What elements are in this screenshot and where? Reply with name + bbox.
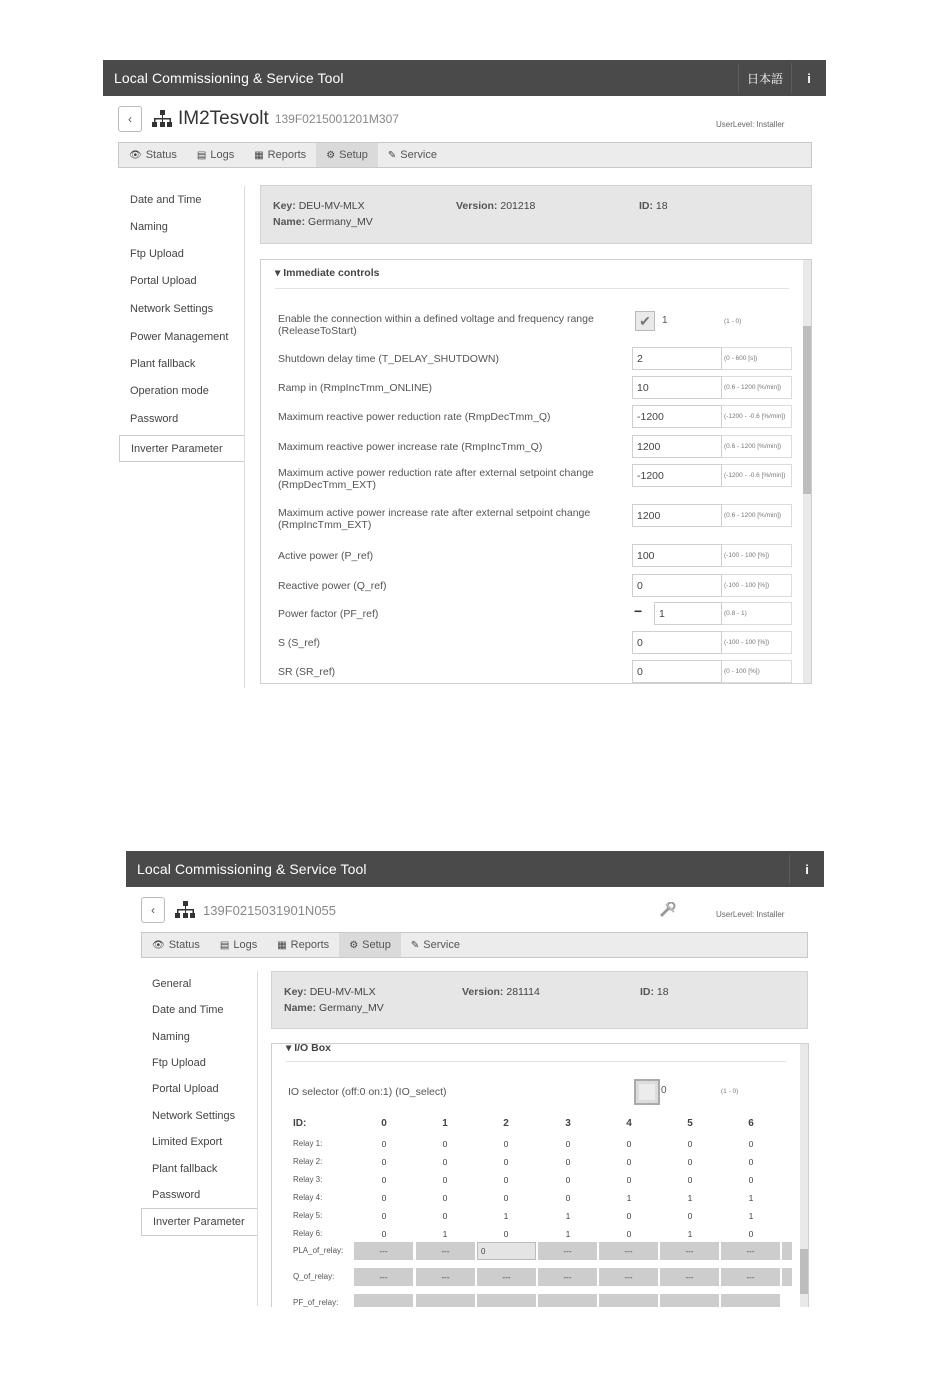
tab-label: Service bbox=[400, 149, 437, 161]
param-range: (-1200 - -0.6 [%/min]) bbox=[722, 405, 792, 428]
overflow-cell[interactable] bbox=[782, 1242, 792, 1260]
relay-cell: 1 bbox=[748, 1193, 754, 1203]
setup-side-menu bbox=[119, 186, 245, 688]
eye-icon: 👁 bbox=[152, 939, 165, 951]
tab-label: Setup bbox=[362, 939, 391, 951]
param-range: (0 - 600 [s]) bbox=[722, 347, 792, 370]
section-title[interactable]: ▾ I/O Box bbox=[286, 1043, 331, 1054]
menu-item-portal-upload[interactable]: Portal Upload bbox=[130, 275, 197, 287]
menu-item-inverter-parameter[interactable]: Inverter Parameter bbox=[141, 1208, 257, 1236]
tab-reports[interactable] bbox=[244, 143, 316, 167]
tab-label: Reports bbox=[290, 939, 330, 951]
info-button[interactable]: i bbox=[791, 63, 826, 93]
tab-logs[interactable] bbox=[210, 933, 267, 957]
relay-cell: 0 bbox=[442, 1175, 448, 1185]
id-value: 18 bbox=[655, 200, 668, 212]
sign-toggle[interactable]: − bbox=[634, 603, 643, 619]
param-input[interactable]: 1200 bbox=[632, 504, 722, 527]
tab-setup[interactable] bbox=[339, 933, 401, 957]
pf-cell[interactable] bbox=[477, 1294, 536, 1307]
tab-service[interactable] bbox=[401, 933, 470, 957]
device-header bbox=[118, 106, 399, 132]
param-range: (0.6 - 1200 [%/min]) bbox=[722, 376, 792, 399]
relay-cell: 0 bbox=[748, 1229, 754, 1239]
app-title: Local Commissioning & Service Tool bbox=[114, 70, 344, 86]
app-title: Local Commissioning & Service Tool bbox=[137, 861, 367, 877]
relay-row-label: Relay 1: bbox=[293, 1139, 323, 1148]
relay-cell: 0 bbox=[381, 1157, 387, 1167]
relay-cell: 0 bbox=[442, 1193, 448, 1203]
param-input[interactable]: -1200 bbox=[632, 405, 722, 428]
id-column-header: 5 bbox=[687, 1118, 693, 1129]
relay-cell: 0 bbox=[381, 1139, 387, 1149]
version-label: Version: bbox=[462, 986, 504, 998]
relay-cell: 0 bbox=[748, 1139, 754, 1149]
app-header bbox=[103, 60, 826, 96]
user-level: UserLevel: Installer bbox=[716, 910, 785, 919]
menu-item-inverter-parameter[interactable]: Inverter Parameter bbox=[119, 435, 244, 462]
param-range: (-100 - 100 [%]) bbox=[722, 574, 792, 597]
q-cell[interactable]: --- bbox=[721, 1268, 780, 1286]
pla-row-label: PLA_of_relay: bbox=[293, 1246, 344, 1255]
menu-item-portal-upload[interactable]: Portal Upload bbox=[152, 1083, 219, 1095]
parameter-set-info bbox=[260, 185, 812, 244]
name-label: Name: bbox=[273, 216, 306, 228]
pla-cell[interactable]: --- bbox=[416, 1242, 475, 1260]
device-name: IM2Tesvolt bbox=[178, 108, 269, 129]
document-icon: ▦ bbox=[277, 939, 287, 951]
id-column-header: 2 bbox=[503, 1118, 509, 1129]
param-range: (0.8 - 1) bbox=[722, 602, 792, 625]
immediate-controls-panel bbox=[260, 259, 812, 684]
param-input[interactable]: 0 bbox=[632, 631, 722, 654]
relay-cell: 0 bbox=[687, 1139, 693, 1149]
io-selector-label: IO selector (off:0 on:1) (IO_select) bbox=[288, 1086, 447, 1098]
relay-row-label: Relay 6: bbox=[293, 1229, 323, 1238]
version-value: 281114 bbox=[506, 986, 540, 998]
network-icon bbox=[152, 110, 172, 128]
tab-label: Reports bbox=[267, 149, 307, 161]
relay-cell: 0 bbox=[381, 1211, 387, 1221]
name-label: Name: bbox=[284, 1002, 317, 1014]
param-value: 1 bbox=[662, 315, 668, 326]
param-range: (0.6 - 1200 [%/min]) bbox=[722, 504, 792, 527]
name-value: Germany_MV bbox=[319, 1002, 384, 1014]
tab-label: Service bbox=[423, 939, 460, 951]
q-cell[interactable]: --- bbox=[599, 1268, 658, 1286]
relay-cell: 0 bbox=[381, 1175, 387, 1185]
param-label: Reactive power (Q_ref) bbox=[278, 580, 387, 592]
user-level: UserLevel: Installer bbox=[716, 120, 785, 129]
divider bbox=[275, 288, 789, 289]
tab-service[interactable] bbox=[378, 143, 447, 167]
relay-cell: 0 bbox=[381, 1193, 387, 1203]
key-label: Key: bbox=[273, 200, 296, 212]
gears-icon: ⚙ bbox=[349, 939, 359, 951]
param-input[interactable]: 1 bbox=[654, 602, 722, 625]
relay-cell: 0 bbox=[381, 1229, 387, 1239]
relay-cell: 0 bbox=[626, 1211, 632, 1221]
relay-cell: 0 bbox=[687, 1157, 693, 1167]
pla-cell[interactable]: --- bbox=[721, 1242, 780, 1260]
param-input[interactable]: 100 bbox=[632, 544, 722, 567]
device-serial: 139F0215031901N055 bbox=[203, 902, 337, 918]
relay-cell: 1 bbox=[565, 1229, 571, 1239]
param-range: (0 - 100 [%]) bbox=[722, 660, 792, 683]
parameter-set-info bbox=[271, 971, 808, 1029]
relay-cell: 0 bbox=[687, 1211, 693, 1221]
menu-item-ftp-upload[interactable]: Ftp Upload bbox=[130, 247, 184, 260]
pla-cell[interactable]: --- bbox=[599, 1242, 658, 1260]
section-title[interactable]: ▾ Immediate controls bbox=[275, 267, 380, 279]
relay-cell: 1 bbox=[565, 1211, 571, 1221]
device-serial: 139F0215001201M307 bbox=[274, 112, 399, 126]
param-label: Maximum active power reduction rate after external setpoint change (RmpDecTmm_EXT) bbox=[278, 467, 594, 491]
relay-cell: 0 bbox=[565, 1139, 571, 1149]
network-icon bbox=[175, 901, 195, 919]
menu-item-general[interactable]: General bbox=[152, 978, 192, 990]
param-input[interactable]: 0 bbox=[632, 660, 722, 683]
id-header: ID: bbox=[293, 1118, 307, 1129]
key-value: DEU-MV-MLX bbox=[298, 200, 365, 212]
pf-cell[interactable] bbox=[721, 1294, 780, 1307]
menu-item-naming[interactable]: Naming bbox=[152, 1030, 190, 1043]
relay-cell: 1 bbox=[626, 1193, 632, 1203]
pf-cell[interactable] bbox=[354, 1294, 413, 1307]
tab-logs[interactable] bbox=[187, 143, 244, 167]
q-cell[interactable]: --- bbox=[477, 1268, 536, 1286]
key-label: Key: bbox=[284, 986, 307, 998]
param-label: Ramp in (RmpIncTmm_ONLINE) bbox=[278, 382, 433, 394]
scrollbar[interactable] bbox=[803, 260, 811, 683]
relay-row-label: Relay 4: bbox=[293, 1193, 323, 1202]
scrollbar[interactable] bbox=[800, 1044, 808, 1307]
io-selector-value: 0 bbox=[661, 1085, 667, 1096]
menu-item-date-and-time[interactable]: Date and Time bbox=[152, 1004, 224, 1016]
param-range: (-1200 - -0.6 [%/min]) bbox=[722, 464, 792, 487]
pf-cell[interactable] bbox=[416, 1294, 475, 1307]
id-column-header: 6 bbox=[748, 1118, 754, 1129]
relay-cell: 1 bbox=[442, 1229, 448, 1239]
relay-cell: 0 bbox=[565, 1193, 571, 1203]
relay-cell: 0 bbox=[626, 1175, 632, 1185]
back-chevron-icon[interactable]: ‹ bbox=[118, 106, 142, 132]
param-label: Active power (P_ref) bbox=[278, 550, 374, 562]
param-label: SR (SR_ref) bbox=[278, 666, 336, 678]
menu-item-naming[interactable]: Naming bbox=[130, 220, 168, 233]
id-value: 18 bbox=[656, 986, 669, 998]
relay-cell: 0 bbox=[442, 1157, 448, 1167]
relay-cell: 0 bbox=[565, 1175, 571, 1185]
name-value: Germany_MV bbox=[308, 216, 373, 228]
param-input[interactable]: 10 bbox=[632, 376, 722, 399]
param-range: (0.6 - 1200 [%/min]) bbox=[722, 435, 792, 458]
app-header bbox=[126, 851, 824, 887]
pla-cell[interactable]: 0 bbox=[477, 1242, 536, 1260]
id-column-header: 4 bbox=[626, 1118, 632, 1129]
relay-cell: 0 bbox=[687, 1175, 693, 1185]
id-column-header: 0 bbox=[381, 1118, 387, 1129]
menu-item-limited-export[interactable]: Limited Export bbox=[152, 1136, 223, 1148]
tab-status[interactable] bbox=[142, 933, 210, 957]
tab-reports[interactable] bbox=[267, 933, 339, 957]
pla-cell[interactable]: --- bbox=[538, 1242, 597, 1260]
relay-table bbox=[272, 1044, 800, 1307]
pla-cell[interactable]: --- bbox=[660, 1242, 719, 1260]
menu-item-power-management[interactable]: Power Management bbox=[130, 330, 229, 343]
param-range: (-100 - 100 [%]) bbox=[722, 631, 792, 654]
relay-cell: 0 bbox=[626, 1139, 632, 1149]
main-tabs bbox=[141, 932, 808, 958]
screenshot-1 bbox=[103, 60, 826, 690]
q-cell[interactable]: --- bbox=[538, 1268, 597, 1286]
menu-item-network-settings[interactable]: Network Settings bbox=[130, 303, 214, 315]
io-selector-range: (1 - 0) bbox=[721, 1088, 739, 1095]
tab-label: Status bbox=[168, 939, 200, 951]
language-button[interactable]: 日本語 bbox=[738, 63, 791, 93]
param-range: (1 - 0) bbox=[724, 318, 742, 325]
relay-cell: 1 bbox=[687, 1229, 693, 1239]
eye-icon: 👁 bbox=[129, 149, 142, 161]
relay-cell: 0 bbox=[503, 1139, 509, 1149]
relay-row-label: Relay 2: bbox=[293, 1157, 323, 1166]
param-input[interactable]: 2 bbox=[632, 347, 722, 370]
pf-cell[interactable] bbox=[660, 1294, 719, 1307]
info-button[interactable]: i bbox=[789, 854, 824, 884]
key-value: DEU-MV-MLX bbox=[309, 986, 376, 998]
relay-cell: 0 bbox=[626, 1157, 632, 1167]
book-icon: ▤ bbox=[219, 939, 230, 951]
relay-cell: 0 bbox=[442, 1139, 448, 1149]
q-cell[interactable]: --- bbox=[660, 1268, 719, 1286]
menu-item-password[interactable]: Password bbox=[152, 1189, 201, 1201]
menu-item-password[interactable]: Password bbox=[130, 413, 179, 425]
pf-row-label: PF_of_relay: bbox=[293, 1298, 339, 1307]
pla-cell[interactable]: --- bbox=[354, 1242, 413, 1260]
relay-cell: 0 bbox=[626, 1229, 632, 1239]
q-cell[interactable]: --- bbox=[416, 1268, 475, 1286]
gears-icon: ⚙ bbox=[326, 149, 336, 161]
menu-item-network-settings[interactable]: Network Settings bbox=[152, 1109, 236, 1122]
menu-item-plant-fallback[interactable]: Plant fallback bbox=[152, 1162, 218, 1175]
tab-label: Logs bbox=[210, 149, 235, 161]
pf-cell[interactable] bbox=[599, 1294, 658, 1307]
id-label: ID: bbox=[639, 200, 653, 212]
param-label: Maximum reactive power increase rate (RmpIncTmm_Q) bbox=[278, 441, 543, 453]
device-header bbox=[141, 897, 336, 923]
param-range: (-100 - 100 [%]) bbox=[722, 544, 792, 567]
tab-status[interactable] bbox=[119, 143, 187, 167]
relay-cell: 1 bbox=[748, 1211, 754, 1221]
param-label: Power factor (PF_ref) bbox=[278, 608, 379, 620]
param-label: Enable the connection within a defined voltage and frequency range (ReleaseToStart) bbox=[278, 313, 594, 337]
relay-cell: 0 bbox=[503, 1193, 509, 1203]
relay-cell: 0 bbox=[442, 1211, 448, 1221]
relay-row-label: Relay 5: bbox=[293, 1211, 323, 1220]
menu-item-plant-fallback[interactable]: Plant fallback bbox=[130, 357, 196, 370]
param-label: Maximum active power increase rate after external setpoint change (RmpIncTmm_EXT) bbox=[278, 507, 591, 531]
param-label: S (S_ref) bbox=[278, 637, 321, 649]
tab-label: Status bbox=[145, 149, 177, 161]
relay-cell: 1 bbox=[503, 1211, 509, 1221]
overflow-cell[interactable] bbox=[782, 1268, 792, 1286]
tab-label: Setup bbox=[339, 149, 368, 161]
menu-item-date-and-time[interactable]: Date and Time bbox=[130, 193, 202, 206]
scroll-thumb[interactable] bbox=[803, 326, 811, 494]
pf-cell[interactable] bbox=[538, 1294, 597, 1307]
id-column-header: 1 bbox=[442, 1118, 448, 1129]
relay-cell: 0 bbox=[503, 1229, 509, 1239]
relay-cell: 0 bbox=[503, 1175, 509, 1185]
scroll-thumb[interactable] bbox=[800, 1249, 808, 1294]
menu-item-ftp-upload[interactable]: Ftp Upload bbox=[152, 1057, 206, 1069]
document-icon: ▦ bbox=[254, 149, 264, 161]
relay-cell: 0 bbox=[565, 1157, 571, 1167]
version-value: 201218 bbox=[500, 200, 536, 212]
main-tabs bbox=[118, 142, 812, 168]
checkbox-checked-icon[interactable]: ✔ bbox=[635, 311, 655, 331]
wrench-icon: ✎ bbox=[410, 939, 420, 951]
wrench-icon: ✎ bbox=[387, 149, 397, 161]
tab-label: Logs bbox=[233, 939, 258, 951]
relay-row-label: Relay 3: bbox=[293, 1175, 323, 1184]
id-column-header: 3 bbox=[565, 1118, 571, 1129]
menu-item-operation-mode[interactable]: Operation mode bbox=[130, 385, 209, 397]
back-chevron-icon[interactable]: ‹ bbox=[141, 897, 165, 923]
param-input[interactable]: -1200 bbox=[632, 464, 722, 487]
param-label: Shutdown delay time (T_DELAY_SHUTDOWN) bbox=[278, 353, 499, 365]
version-label: Version: bbox=[456, 200, 498, 212]
q-cell[interactable]: --- bbox=[354, 1268, 413, 1286]
param-input[interactable]: 1200 bbox=[632, 435, 722, 458]
relay-cell: 0 bbox=[748, 1175, 754, 1185]
relay-cell: 1 bbox=[687, 1193, 693, 1203]
param-input[interactable]: 0 bbox=[632, 574, 722, 597]
relay-cell: 0 bbox=[748, 1157, 754, 1167]
setup-side-menu bbox=[141, 971, 258, 1306]
screenshot-2 bbox=[126, 851, 824, 1306]
tools-icon[interactable] bbox=[658, 902, 676, 918]
book-icon: ▤ bbox=[196, 149, 207, 161]
q-row-label: Q_of_relay: bbox=[293, 1272, 335, 1281]
param-label: Maximum reactive power reduction rate (RmpDecTmm_Q) bbox=[278, 411, 551, 423]
id-label: ID: bbox=[640, 986, 654, 998]
tab-setup[interactable] bbox=[316, 143, 378, 167]
io-box-panel bbox=[271, 1043, 809, 1307]
relay-cell: 0 bbox=[503, 1157, 509, 1167]
